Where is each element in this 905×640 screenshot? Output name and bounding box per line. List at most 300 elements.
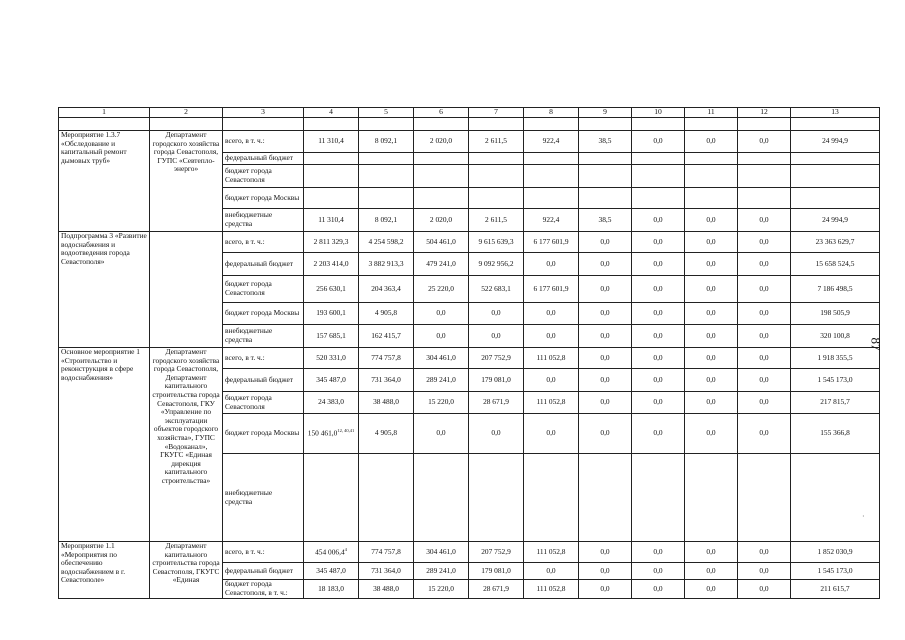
- value-text: 2 020,0: [429, 214, 453, 224]
- value-cell: [579, 303, 632, 325]
- value-cell: [685, 131, 738, 153]
- value-cell: [579, 454, 632, 542]
- value-cell: [791, 209, 880, 232]
- value-text: 15 220,0: [428, 583, 454, 593]
- value-cell: [738, 369, 791, 392]
- value-cell: [414, 232, 469, 253]
- value-cell: [304, 392, 359, 414]
- value-cell: [414, 253, 469, 276]
- value-cell: [579, 165, 632, 188]
- value-cell: [738, 253, 791, 276]
- measure-name: Основное мероприятие 1 «Строительство и реконструкция в сфере водоснабжения»: [59, 348, 150, 542]
- header-row: [59, 108, 880, 118]
- value-text: 0,0: [653, 565, 663, 575]
- value-text: 179 081,0: [481, 374, 511, 384]
- value-text: 520 331,0: [316, 352, 346, 362]
- value-cell: [738, 188, 791, 209]
- value-cell: [359, 232, 414, 253]
- value-text: 0,0: [759, 136, 769, 146]
- value-text: 479 241,0: [426, 258, 456, 268]
- value-text: 1 545 173,0: [817, 565, 853, 575]
- funding-source: бюджет города Севастополя: [223, 165, 304, 188]
- funding-source: федеральный бюджет: [223, 253, 304, 276]
- value-cell: [304, 253, 359, 276]
- value-text: 0,0: [491, 428, 501, 438]
- value-cell: [469, 131, 524, 153]
- value-text: 0,0: [600, 330, 610, 340]
- value-text: 0,0: [706, 283, 716, 293]
- value-text: 0,0: [653, 428, 663, 438]
- value-cell: [685, 392, 738, 414]
- value-cell: [469, 303, 524, 325]
- value-text: 8 092,1: [374, 136, 398, 146]
- value-cell: [632, 276, 685, 303]
- value-cell: [524, 348, 579, 369]
- value-text: 0,0: [600, 546, 610, 556]
- value-cell: [579, 325, 632, 348]
- value-cell: [469, 542, 524, 563]
- value-text: 4 254 598,2: [368, 236, 404, 246]
- value-cell: [414, 325, 469, 348]
- spacer-cell: [738, 118, 791, 131]
- header-cell: 2: [150, 108, 223, 118]
- value-text: 9 615 639,3: [478, 236, 514, 246]
- value-text: 0,0: [653, 330, 663, 340]
- value-cell: [359, 414, 414, 454]
- spacer-cell: [59, 118, 150, 131]
- value-cell: [304, 369, 359, 392]
- value-text: 198 505,9: [820, 308, 850, 318]
- value-cell: [791, 188, 880, 209]
- spacer-cell: [524, 118, 579, 131]
- value-cell: [791, 253, 880, 276]
- value-text: 304 461,0: [426, 546, 456, 556]
- value-cell: [359, 369, 414, 392]
- value-text: 289 241,0: [426, 374, 456, 384]
- value-cell: [304, 131, 359, 153]
- spacer-cell: [579, 118, 632, 131]
- measure-name: Подпрограмма 3 «Развитие водоснабжения и водоотведения города Севастополя»: [59, 232, 150, 348]
- value-cell: [738, 580, 791, 599]
- value-cell: [359, 542, 414, 563]
- value-text: 0,0: [653, 546, 663, 556]
- funding-source: всего, в т. ч.:: [223, 232, 304, 253]
- value-text: 6 177 601,9: [533, 283, 569, 293]
- value-cell: [469, 580, 524, 599]
- spacer-row: [59, 118, 880, 131]
- value-cell: [304, 454, 359, 542]
- funding-source: внебюджетные средства: [223, 209, 304, 232]
- value-cell: [579, 369, 632, 392]
- header-cell: 3: [223, 108, 304, 118]
- value-cell: [632, 253, 685, 276]
- value-cell: [414, 369, 469, 392]
- value-cell: [579, 232, 632, 253]
- footnote-mark: 4: [344, 546, 347, 552]
- executor-name: Департамент городского хозяйства города Севастополя, Департамент капитального строительства города Севастополя, ГКУ «Управление по эксплуатации объектов городского хозяйства», ГУПС «Водоканал», ГКУГС «Единая дирекция капитального строительства»: [150, 348, 223, 542]
- value-cell: [579, 563, 632, 580]
- value-text: 0,0: [706, 397, 716, 407]
- table-row: [59, 232, 880, 253]
- value-cell: [738, 165, 791, 188]
- spacer-cell: [791, 118, 880, 131]
- value-cell: [414, 454, 469, 542]
- value-cell: [414, 131, 469, 153]
- value-text: 0,0: [653, 236, 663, 246]
- value-text: 111 052,8: [536, 583, 566, 593]
- value-cell: [469, 165, 524, 188]
- value-text: 162 415,7: [371, 330, 401, 340]
- value-text: 0,0: [653, 214, 663, 224]
- value-cell: [359, 131, 414, 153]
- value-text: 0,0: [759, 214, 769, 224]
- value-text: 157 685,1: [316, 330, 346, 340]
- value-cell: [414, 209, 469, 232]
- value-text: 38,5: [598, 136, 612, 146]
- value-text: 24 994,9: [822, 214, 848, 224]
- value-text: 9 092 956,2: [478, 258, 514, 268]
- value-cell: [579, 348, 632, 369]
- value-cell: [738, 325, 791, 348]
- table-row: [59, 131, 880, 153]
- value-text: 2 611,5: [485, 214, 507, 224]
- value-text: 922,4: [542, 214, 560, 224]
- value-cell: [791, 392, 880, 414]
- value-cell: [791, 369, 880, 392]
- value-cell: [738, 392, 791, 414]
- value-cell: [524, 276, 579, 303]
- executor-name: [150, 232, 223, 348]
- value-cell: [304, 580, 359, 599]
- value-cell: [359, 348, 414, 369]
- value-text: 731 364,0: [371, 374, 401, 384]
- value-text: 0,0: [706, 565, 716, 575]
- value-cell: [414, 392, 469, 414]
- value-cell: [469, 209, 524, 232]
- funding-source: бюджет города Севастополя: [223, 276, 304, 303]
- funding-source: федеральный бюджет: [223, 369, 304, 392]
- value-cell: [304, 153, 359, 165]
- value-cell: [738, 454, 791, 542]
- value-text: 0,0: [759, 583, 769, 593]
- header-cell: 9: [579, 108, 632, 118]
- value-cell: [524, 580, 579, 599]
- value-text: 0,0: [759, 428, 769, 438]
- value-cell: [469, 276, 524, 303]
- value-text: 6 177 601,9: [533, 236, 569, 246]
- value-cell: [579, 209, 632, 232]
- value-cell: [791, 131, 880, 153]
- value-cell: [791, 414, 880, 454]
- value-cell: [469, 392, 524, 414]
- header-cell: 13: [791, 108, 880, 118]
- value-cell: [579, 131, 632, 153]
- value-text: 0,0: [706, 428, 716, 438]
- funding-source: бюджет города Москвы: [223, 188, 304, 209]
- value-text: 179 081,0: [481, 565, 511, 575]
- spacer-cell: [414, 118, 469, 131]
- value-cell: [685, 209, 738, 232]
- value-text: 204 363,4: [371, 283, 401, 293]
- value-text: 774 757,8: [371, 352, 401, 362]
- value-cell: [359, 392, 414, 414]
- value-cell: [469, 188, 524, 209]
- value-text: 0,0: [759, 397, 769, 407]
- value-text: 18 183,0: [318, 583, 344, 593]
- value-text: 24 383,0: [318, 397, 344, 407]
- spacer-cell: [632, 118, 685, 131]
- value-cell: [738, 414, 791, 454]
- value-text: 2 203 414,0: [313, 258, 349, 268]
- value-text: 0,0: [759, 258, 769, 268]
- header-cell: 8: [524, 108, 579, 118]
- value-cell: [359, 188, 414, 209]
- value-cell: [469, 369, 524, 392]
- value-text: 0,0: [706, 214, 716, 224]
- header-cell: 5: [359, 108, 414, 118]
- value-text: 0,0: [706, 258, 716, 268]
- value-cell: [579, 542, 632, 563]
- value-cell: [524, 253, 579, 276]
- value-text: 111 052,8: [536, 397, 566, 407]
- value-text: 0,0: [546, 308, 556, 318]
- value-cell: [791, 542, 880, 563]
- value-text: 217 815,7: [820, 397, 850, 407]
- value-cell: [738, 232, 791, 253]
- value-cell: [304, 232, 359, 253]
- margin-mark: ·: [862, 512, 865, 521]
- value-text: 0,0: [600, 352, 610, 362]
- value-cell: [524, 303, 579, 325]
- value-text: 1 852 030,9: [817, 546, 853, 556]
- value-cell: [359, 153, 414, 165]
- value-text: 0,0: [706, 352, 716, 362]
- executor-name: Департамент капитального строительства города Севастополя, ГКУГС «Единая: [150, 542, 223, 599]
- value-cell: [359, 454, 414, 542]
- header-cell: 11: [685, 108, 738, 118]
- value-cell: [738, 563, 791, 580]
- funding-source: бюджет города Москвы: [223, 414, 304, 454]
- value-text: 2 020,0: [429, 136, 453, 146]
- value-text: 0,0: [546, 565, 556, 575]
- value-cell: [304, 165, 359, 188]
- value-cell: [414, 348, 469, 369]
- value-cell: [304, 414, 359, 454]
- value-cell: [359, 165, 414, 188]
- value-cell: [685, 414, 738, 454]
- value-cell: [524, 209, 579, 232]
- value-cell: [632, 369, 685, 392]
- value-cell: [685, 253, 738, 276]
- value-text: 211 615,7: [820, 583, 850, 593]
- value-cell: [632, 414, 685, 454]
- value-cell: [685, 542, 738, 563]
- value-cell: [632, 131, 685, 153]
- value-cell: [469, 414, 524, 454]
- footnote-mark: 12, 40,41: [337, 428, 355, 434]
- value-cell: [685, 276, 738, 303]
- value-cell: [632, 392, 685, 414]
- header-cell: 7: [469, 108, 524, 118]
- spacer-cell: [304, 118, 359, 131]
- value-text: 0,0: [436, 308, 446, 318]
- value-text: 0,0: [706, 583, 716, 593]
- value-cell: [414, 542, 469, 563]
- value-cell: [304, 303, 359, 325]
- value-cell: [359, 580, 414, 599]
- value-cell: [414, 276, 469, 303]
- value-cell: [414, 563, 469, 580]
- value-cell: [304, 209, 359, 232]
- value-text: 38 488,0: [373, 583, 399, 593]
- value-cell: [469, 325, 524, 348]
- value-cell: [579, 153, 632, 165]
- value-cell: [469, 563, 524, 580]
- value-cell: [685, 153, 738, 165]
- value-cell: [685, 165, 738, 188]
- value-text: 0,0: [653, 136, 663, 146]
- value-text: 0,0: [546, 330, 556, 340]
- value-cell: [738, 131, 791, 153]
- value-cell: [579, 580, 632, 599]
- value-text: 11 310,4: [318, 136, 344, 146]
- value-cell: [738, 209, 791, 232]
- funding-source: всего, в т. ч.:: [223, 348, 304, 369]
- value-text: 0,0: [653, 258, 663, 268]
- value-cell: [524, 153, 579, 165]
- value-cell: [524, 454, 579, 542]
- value-text: 454 006,4: [315, 547, 345, 557]
- value-text: 0,0: [759, 352, 769, 362]
- value-cell: [791, 348, 880, 369]
- value-text: 522 683,1: [481, 283, 511, 293]
- value-cell: [524, 131, 579, 153]
- value-cell: [414, 580, 469, 599]
- value-text: 1 545 173,0: [817, 374, 853, 384]
- value-cell: [738, 303, 791, 325]
- value-cell: [359, 325, 414, 348]
- header-cell: 10: [632, 108, 685, 118]
- value-cell: [414, 153, 469, 165]
- value-cell: [414, 188, 469, 209]
- value-text: 0,0: [600, 283, 610, 293]
- value-text: 193 600,1: [316, 308, 346, 318]
- value-cell: [685, 303, 738, 325]
- value-text: 0,0: [546, 258, 556, 268]
- spacer-cell: [223, 118, 304, 131]
- value-text: 304 461,0: [426, 352, 456, 362]
- value-cell: [738, 276, 791, 303]
- value-text: 11 310,4: [318, 214, 344, 224]
- value-cell: [632, 232, 685, 253]
- value-text: 0,0: [600, 397, 610, 407]
- value-cell: [304, 276, 359, 303]
- value-cell: [359, 276, 414, 303]
- table-row: [59, 348, 880, 369]
- value-text: 504 461,0: [426, 236, 456, 246]
- value-text: 0,0: [759, 283, 769, 293]
- value-text: 15 658 524,5: [815, 258, 855, 268]
- value-text: 0,0: [653, 583, 663, 593]
- measure-name: Мероприятие 1.3.7 «Обследование и капитальный ремонт дымовых труб»: [59, 131, 150, 232]
- value-text: 0,0: [706, 308, 716, 318]
- value-text: 0,0: [653, 397, 663, 407]
- value-cell: [685, 580, 738, 599]
- value-cell: [791, 303, 880, 325]
- value-text: 0,0: [706, 136, 716, 146]
- value-cell: [469, 253, 524, 276]
- value-text: 0,0: [653, 283, 663, 293]
- funding-source: всего, в т. ч.:: [223, 542, 304, 563]
- funding-source: бюджет города Севастополя: [223, 392, 304, 414]
- spacer-cell: [359, 118, 414, 131]
- value-text: 25 220,0: [428, 283, 454, 293]
- value-cell: [685, 188, 738, 209]
- value-text: 0,0: [759, 308, 769, 318]
- value-text: 0,0: [653, 352, 663, 362]
- value-text: 28 671,9: [483, 583, 509, 593]
- page-number: 87: [868, 337, 884, 351]
- value-cell: [632, 209, 685, 232]
- value-cell: [632, 303, 685, 325]
- header-cell: 6: [414, 108, 469, 118]
- value-text: 922,4: [542, 136, 560, 146]
- value-cell: [469, 232, 524, 253]
- value-text: 28 671,9: [483, 397, 509, 407]
- value-text: 0,0: [491, 308, 501, 318]
- value-text: 2 811 329,3: [313, 236, 349, 246]
- value-text: 0,0: [600, 236, 610, 246]
- value-cell: [632, 153, 685, 165]
- value-cell: [632, 563, 685, 580]
- value-cell: [469, 454, 524, 542]
- value-cell: [632, 165, 685, 188]
- value-cell: [304, 563, 359, 580]
- value-cell: [304, 325, 359, 348]
- value-text: 0,0: [759, 374, 769, 384]
- header-cell: 12: [738, 108, 791, 118]
- value-cell: [304, 188, 359, 209]
- value-text: 289 241,0: [426, 565, 456, 575]
- value-text: 111 052,8: [536, 546, 566, 556]
- value-cell: [359, 209, 414, 232]
- value-cell: [524, 325, 579, 348]
- funding-source: бюджет города Севастополя, в т. ч.:: [223, 580, 304, 599]
- value-cell: [632, 348, 685, 369]
- value-cell: [632, 454, 685, 542]
- value-text: 0,0: [706, 546, 716, 556]
- value-text: 38,5: [598, 214, 612, 224]
- value-text: 256 630,1: [316, 283, 346, 293]
- value-cell: [359, 303, 414, 325]
- value-cell: [791, 454, 880, 542]
- value-text: 150 461,0: [307, 428, 338, 438]
- value-cell: [524, 165, 579, 188]
- value-cell: [359, 563, 414, 580]
- value-text: 24 994,9: [822, 136, 848, 146]
- value-text: 15 220,0: [428, 397, 454, 407]
- value-cell: [632, 325, 685, 348]
- value-cell: [414, 303, 469, 325]
- value-text: 8 092,1: [374, 214, 398, 224]
- value-cell: [579, 253, 632, 276]
- value-cell: [524, 542, 579, 563]
- value-text: 0,0: [600, 308, 610, 318]
- value-text: 0,0: [706, 374, 716, 384]
- value-text: 23 363 629,7: [815, 236, 855, 246]
- value-cell: [632, 542, 685, 563]
- value-cell: [791, 325, 880, 348]
